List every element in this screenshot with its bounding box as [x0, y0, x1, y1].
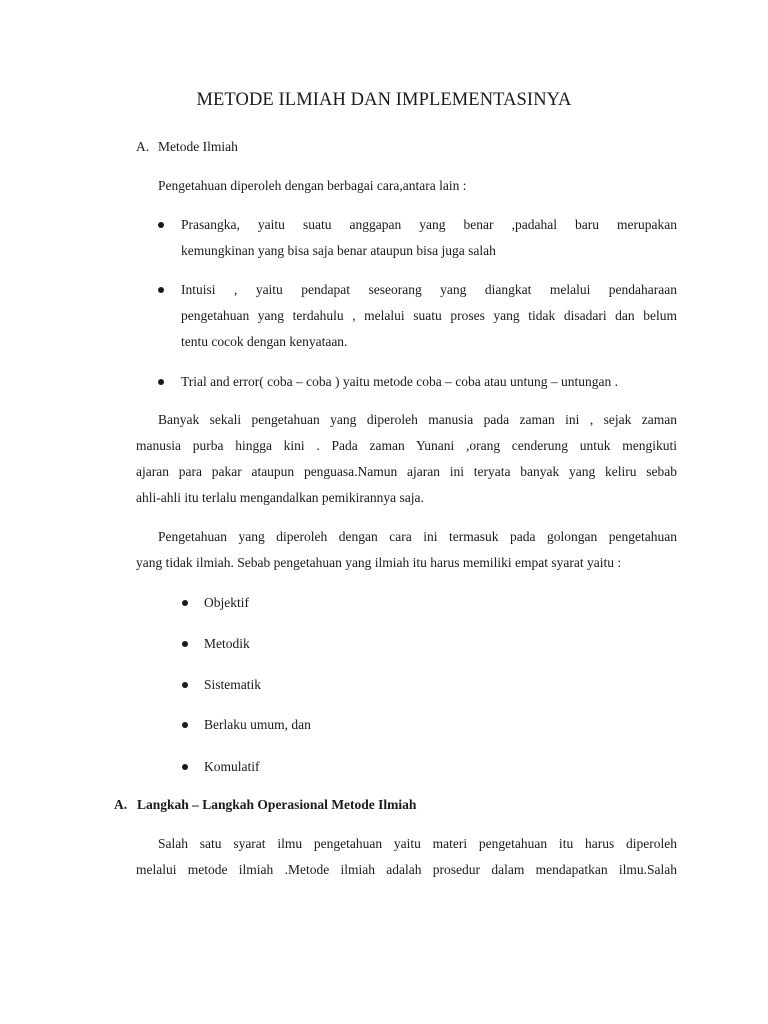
bullet-icon	[182, 682, 188, 688]
requirement-item: Komulatif	[204, 759, 260, 774]
paragraph-2-line-2: yang tidak ilmiah. Sebab pengetahuan yang ilmiah itu harus memiliki empat syarat yaitu :	[136, 555, 622, 570]
section-a-heading: Metode Ilmiah	[158, 139, 238, 154]
paragraph-1-line-1: Banyak sekali pengetahuan yang diperoleh manusia pada zaman ini , sejak zaman	[158, 412, 677, 427]
bullet-icon	[182, 600, 188, 606]
paragraph-1-line-2: manusia purba hingga kini . Pada zaman Yunani ,orang cenderung untuk mengikuti	[136, 438, 677, 453]
bullet-icon	[182, 722, 188, 728]
bullet-icon	[158, 222, 164, 228]
bullet-2-line-2: pengetahuan yang terdahulu , melalui suatu proses yang tidak disadari dan belum	[181, 308, 677, 323]
requirement-item: Metodik	[204, 636, 250, 651]
bullet-icon	[182, 641, 188, 647]
requirement-item: Berlaku umum, dan	[204, 717, 311, 732]
requirement-item: Sistematik	[204, 677, 261, 692]
bullet-3-line-1: Trial and error( coba – coba ) yaitu metode coba – coba atau untung – untungan .	[181, 374, 618, 389]
bullet-2-line-1: Intuisi , yaitu pendapat seseorang yang diangkat melalui pendaharaan	[181, 282, 677, 297]
section-b-heading: Langkah – Langkah Operasional Metode Ilmiah	[137, 797, 417, 812]
paragraph-2-line-1: Pengetahuan yang diperoleh dengan cara ini termasuk pada golongan pengetahuan	[158, 529, 677, 544]
paragraph-1-line-3: ajaran para pakar ataupun penguasa.Namun ajaran ini teryata banyak yang keliru sebab	[136, 464, 677, 479]
bullet-icon	[158, 379, 164, 385]
paragraph-1-line-4: ahli-ahli itu terlalu mengandalkan pemikirannya saja.	[136, 490, 424, 505]
paragraph-3-line-2: melalui metode ilmiah .Metode ilmiah adalah prosedur dalam mendapatkan ilmu.Salah	[136, 862, 677, 877]
bullet-1-line-1: Prasangka, yaitu suatu anggapan yang benar ,padahal baru merupakan	[181, 217, 677, 232]
requirement-item: Objektif	[204, 595, 249, 610]
bullet-icon	[158, 287, 164, 293]
section-a-marker: A.	[136, 139, 150, 154]
intro-text: Pengetahuan diperoleh dengan berbagai cara,antara lain :	[158, 178, 467, 193]
paragraph-3-line-1: Salah satu syarat ilmu pengetahuan yaitu materi pengetahuan itu harus diperoleh	[158, 836, 677, 851]
bullet-2-line-3: tentu cocok dengan kenyataan.	[181, 334, 348, 349]
document-title: METODE ILMIAH DAN IMPLEMENTASINYA	[196, 90, 572, 110]
section-b-marker: A.	[114, 797, 128, 812]
bullet-icon	[182, 764, 188, 770]
bullet-1-line-2: kemungkinan yang bisa saja benar ataupun bisa juga salah	[181, 243, 496, 258]
